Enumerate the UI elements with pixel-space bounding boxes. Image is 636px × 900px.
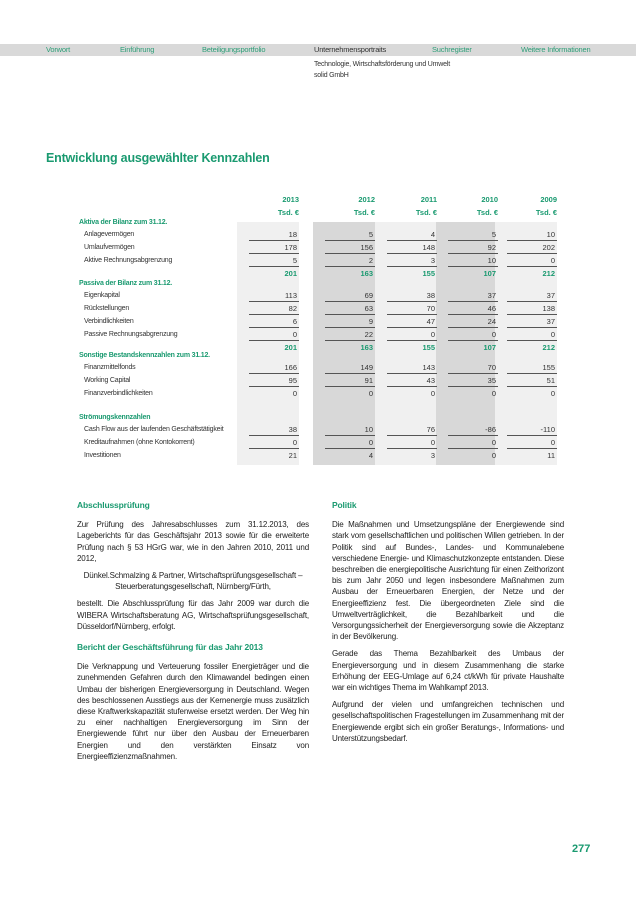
table-cell: 10 bbox=[325, 424, 375, 436]
table-cell: 202 bbox=[507, 242, 557, 254]
paragraph: Zur Prüfung des Jahresabschlusses zum 31.12.2013, des Lageberichts für das Geschäftsjahr 2013 sowie für die erweiterte Prüfung nach § 53 HGrG war, wie in den Jahren 2010, 2011 und 2012, bbox=[77, 520, 309, 563]
table-cell: 37 bbox=[507, 290, 557, 302]
table-cell: 3 bbox=[430, 450, 435, 460]
paragraph: Die Verknappung und Verteuerung fossiler Energieträger und die zunehmenden Gefahren durch den Klimawandel bedingen einen Umbau der bisherigen Energieversorgung in Deutschland. Wegen des beschlossenen Ausstiegs aus der Kernenergie muss zusätzlich diese Kraftwerkskapazität stufenweise ersetzt werden. Der Weg hin zu einer nachhaltigen Energieversorgung im Sinn der Energiewende führt nur über den Ausbau der Erneuerbaren Energien und den verstärkten Einsatz von Energieeffizienzmaßnahmen. bbox=[77, 662, 309, 761]
table-cell: 82 bbox=[249, 303, 299, 315]
nav-item-vorwort[interactable]: Vorwort bbox=[46, 45, 71, 54]
row-label: Rückstellungen bbox=[84, 304, 130, 312]
table-cell: 143 bbox=[387, 362, 437, 374]
table-total-cell: 107 bbox=[483, 268, 496, 278]
table-cell: 156 bbox=[325, 242, 375, 254]
section-title: Aktiva der Bilanz zum 31.12. bbox=[79, 219, 168, 226]
table-total-cell: 155 bbox=[422, 342, 435, 352]
row-label: Anlagevermögen bbox=[84, 231, 135, 238]
column-header-unit: Tsd. € bbox=[277, 208, 299, 217]
table-cell: 11 bbox=[547, 450, 555, 460]
row-label: Cash Flow aus der laufenden Geschäftstätigkeit bbox=[84, 426, 224, 433]
column-header-year: 2010 bbox=[481, 195, 498, 204]
table-cell: 0 bbox=[550, 388, 555, 398]
table-cell: 138 bbox=[507, 303, 557, 315]
nav-item-unternehmensportraits[interactable]: Unternehmensportraits bbox=[314, 45, 387, 54]
table-cell: 69 bbox=[325, 290, 375, 302]
paragraph: Gerade das Thema Bezahlbarkeit des Umbaus der Energieversorgung und in diesem Zusammenhang die starke Erhöhung der EEG-Umlage auf 6,24 ct/kWh für private Haushalte war ein wichtiges Thema im Wahlkampf 2013. bbox=[332, 649, 564, 693]
table-total-cell: 107 bbox=[483, 342, 496, 352]
nav-item-beteiligungsportfolio[interactable]: Beteiligungsportfolio bbox=[202, 45, 266, 54]
table-cell: -110 bbox=[507, 424, 557, 436]
table-cell: 92 bbox=[448, 242, 498, 254]
page-number: 277 bbox=[572, 843, 591, 855]
table-cell: -86 bbox=[448, 424, 498, 436]
paragraph: Aufgrund der vielen und umfangreichen technischen und gesellschaftspolitischen Fragestellungen im Zusammenhang mit der Energiewende ergibt sich ein großer Beratungs-, Informations- und Unterstützungsbedarf. bbox=[332, 700, 564, 743]
heading-politics: Politik bbox=[332, 500, 357, 510]
section-title: Strömungskennzahlen bbox=[79, 414, 151, 421]
column-header-year: 2009 bbox=[540, 195, 557, 204]
table-cell: 18 bbox=[249, 229, 299, 241]
section-title: Passiva der Bilanz zum 31.12. bbox=[79, 280, 173, 287]
table-cell: 0 bbox=[325, 437, 375, 449]
table-cell: 113 bbox=[249, 290, 299, 302]
row-label: Eigenkapital bbox=[84, 292, 120, 299]
table-cell: 24 bbox=[448, 316, 498, 328]
table-cell: 0 bbox=[448, 329, 498, 341]
table-cell: 4 bbox=[368, 450, 373, 460]
column-header-unit: Tsd. € bbox=[353, 208, 375, 217]
table-cell: 0 bbox=[507, 329, 557, 341]
row-label: Kreditaufnahmen (ohne Kontokorrent) bbox=[84, 438, 195, 446]
column-header-unit: Tsd. € bbox=[415, 208, 437, 217]
table-total-cell: 155 bbox=[422, 268, 435, 278]
table-cell: 0 bbox=[430, 388, 435, 398]
table-cell: 91 bbox=[325, 375, 375, 387]
table-cell: 0 bbox=[249, 437, 299, 449]
table-cell: 0 bbox=[507, 255, 557, 267]
paragraph: Die Maßnahmen und Umsetzungspläne der Energiewende sind stark vom gesellschaftlichen und politischen Willen getrieben. In der Politik sind auf Bundes-, Landes- und Kommunalebene verschiedene Energie- und Klimaschutzkonzepte entstanden. Diese beschreiben die energiepolitische Ausrichtung für einen Zeithorizont bis zum Jahr 2050 und legen insbesondere Maßnahmen zum Ausbau der Erneuerbaren Energien, der Netze und der Energieeffizienz fest. Die übergeordneten Ziele sind die Umweltverträglichkeit, die Bezahlbarkeit und die Versorgungssicherheit der Energieversorgung sowie die Akzeptanz in der Bevölkerung. bbox=[332, 520, 564, 642]
column-header-year: 2011 bbox=[420, 195, 437, 204]
column-header-year: 2013 bbox=[282, 195, 299, 204]
table-cell: 4 bbox=[387, 229, 437, 241]
table-cell: 0 bbox=[507, 437, 557, 449]
nav-item-einf-hrung[interactable]: Einführung bbox=[120, 45, 155, 54]
row-label: Working Capital bbox=[84, 376, 131, 384]
column-header-unit: Tsd. € bbox=[476, 208, 498, 217]
table-cell: 6 bbox=[249, 316, 299, 328]
row-label: Passive Rechnungsabgrenzung bbox=[84, 330, 178, 338]
table-total-cell: 212 bbox=[542, 342, 555, 352]
breadcrumb-category: Technologie, Wirtschaftsförderung und Umwelt bbox=[314, 61, 450, 68]
nav-item-suchregister[interactable]: Suchregister bbox=[432, 45, 472, 54]
table-cell: 3 bbox=[387, 255, 437, 267]
paragraph-auditor: Dünkel.Schmalzing & Partner, Wirtschaftsprüfungsgesellschaft – Steuerberatungsgesellschaft, Nürnberg/Fürth, bbox=[83, 571, 303, 592]
table-cell: 95 bbox=[249, 375, 299, 387]
table-total-cell: 163 bbox=[360, 268, 373, 278]
table-cell: 10 bbox=[448, 255, 498, 267]
nav-item-weitere-informationen[interactable]: Weitere Informationen bbox=[521, 45, 591, 54]
table-cell: 155 bbox=[507, 362, 557, 374]
table-cell: 148 bbox=[387, 242, 437, 254]
heading-management-report: Bericht der Geschäftsführung für das Jahr 2013 bbox=[77, 642, 263, 653]
column-header-unit: Tsd. € bbox=[535, 208, 557, 217]
table-cell: 70 bbox=[387, 303, 437, 315]
paragraph: bestellt. Die Abschlussprüfung für das Jahr 2009 war durch die WIBERA Wirtschaftsberatung AG, Wirtschaftsprüfungsgesellschaft, Düsseldorf/Nürnberg, erfolgt. bbox=[77, 599, 309, 631]
table-cell: 22 bbox=[325, 329, 375, 341]
table-cell: 0 bbox=[292, 388, 297, 398]
table-cell: 10 bbox=[507, 229, 557, 241]
row-label: Verbindlichkeiten bbox=[84, 317, 134, 325]
breadcrumb-company: solid GmbH bbox=[314, 72, 349, 79]
row-label: Finanzverbindlichkeiten bbox=[84, 389, 153, 397]
table-total-cell: 163 bbox=[360, 342, 373, 352]
table-cell: 38 bbox=[387, 290, 437, 302]
table-cell: 63 bbox=[325, 303, 375, 315]
table-cell: 38 bbox=[249, 424, 299, 436]
table-cell: 0 bbox=[491, 450, 496, 460]
breadcrumb bbox=[314, 59, 450, 81]
table-total-cell: 201 bbox=[284, 268, 297, 278]
row-label: Finanzmittelfonds bbox=[84, 364, 136, 371]
table-cell: 178 bbox=[249, 242, 299, 254]
table-cell: 0 bbox=[249, 329, 299, 341]
table-cell: 46 bbox=[448, 303, 498, 315]
table-cell: 5 bbox=[448, 229, 498, 241]
row-label: Umlaufvermögen bbox=[84, 243, 135, 251]
right-text-column bbox=[332, 500, 564, 750]
table-cell: 5 bbox=[249, 255, 299, 267]
table-cell: 5 bbox=[325, 229, 375, 241]
row-label: Investitionen bbox=[84, 451, 121, 459]
table-cell: 21 bbox=[288, 450, 297, 460]
table-cell: 149 bbox=[325, 362, 375, 374]
table-cell: 0 bbox=[448, 437, 498, 449]
top-navigation-bar bbox=[0, 44, 636, 56]
table-cell: 9 bbox=[325, 316, 375, 328]
page-title: Entwicklung ausgewählter Kennzahlen bbox=[46, 151, 270, 165]
table-cell: 0 bbox=[387, 329, 437, 341]
table-cell: 37 bbox=[448, 290, 498, 302]
table-cell: 37 bbox=[507, 316, 557, 328]
left-text-column bbox=[77, 500, 309, 768]
table-cell: 76 bbox=[387, 424, 437, 436]
section-title: Sonstige Bestandskennzahlen zum 31.12. bbox=[79, 352, 210, 359]
table-cell: 35 bbox=[448, 375, 498, 387]
table-cell: 2 bbox=[325, 255, 375, 267]
table-cell: 70 bbox=[448, 362, 498, 374]
table-cell: 43 bbox=[387, 375, 437, 387]
table-cell: 51 bbox=[507, 375, 557, 387]
table-cell: 0 bbox=[387, 437, 437, 449]
column-header-year: 2012 bbox=[358, 195, 375, 204]
table-total-cell: 201 bbox=[284, 342, 297, 352]
table-total-cell: 212 bbox=[542, 268, 555, 278]
table-cell: 166 bbox=[249, 362, 299, 374]
heading-audit: Abschlussprüfung bbox=[77, 500, 150, 510]
table-cell: 47 bbox=[387, 316, 437, 328]
table-cell: 0 bbox=[368, 388, 373, 398]
row-label: Aktive Rechnungsabgrenzung bbox=[84, 256, 173, 264]
table-cell: 0 bbox=[491, 388, 496, 398]
